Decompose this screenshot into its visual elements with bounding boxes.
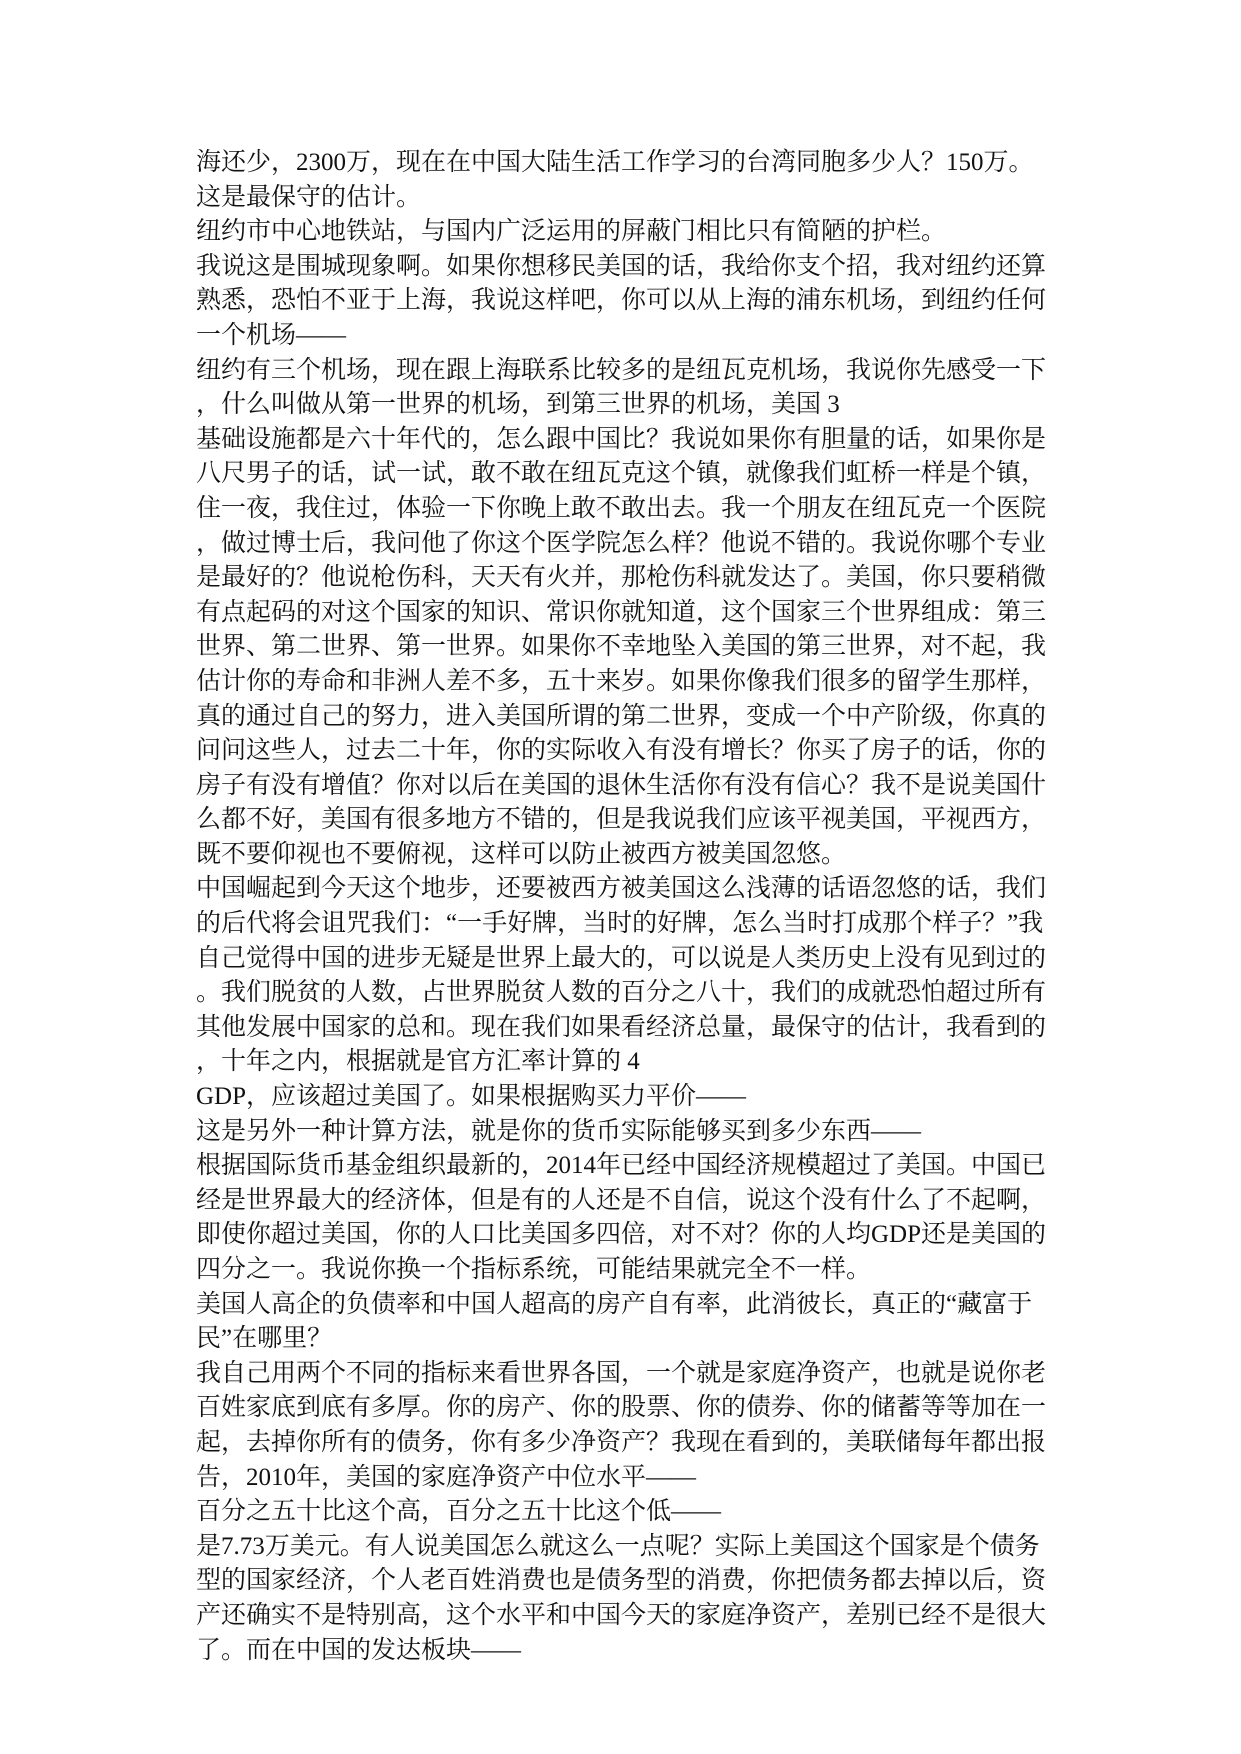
text-line: GDP，应该超过美国了。如果根据购买力平价—— (196, 1083, 747, 1111)
text-line: 有点起码的对这个国家的知识、常识你就知道，这个国家三个世界组成：第三 (196, 598, 1047, 626)
text-line: ，做过博士后，我问他了你这个医学院怎么样？他说不错的。我说你哪个专业 (196, 529, 1047, 557)
text-line: 基础设施都是六十年代的，怎么跟中国比？我说如果你有胆量的话，如果你是 (196, 425, 1047, 453)
text-line: 。我们脱贫的人数，占世界脱贫人数的百分之八十，我们的成就恐怕超过所有 (196, 979, 1047, 1007)
text-line: 住一夜，我住过，体验一下你晚上敢不敢出去。我一个朋友在纽瓦克一个医院 (196, 494, 1047, 522)
text-line: ，什么叫做从第一世界的机场，到第三世界的机场，美国 3 (196, 391, 840, 419)
text-line: 纽约有三个机场，现在跟上海联系比较多的是纽瓦克机场，我说你先感受一下 (196, 356, 1047, 384)
text-line: 四分之一。我说你换一个指标系统，可能结果就完全不一样。 (196, 1256, 872, 1283)
text-line: 我自己用两个不同的指标来看世界各国，一个就是家庭净资产，也就是说你老 (196, 1359, 1047, 1387)
body-text (196, 146, 1076, 1668)
text-line: 熟悉，恐怕不亚于上海，我说这样吧，你可以从上海的浦东机场，到纽约任何 (196, 287, 1047, 315)
text-line: 是7.73万美元。有人说美国怎么就这么一点呢？实际上美国这个国家是个债务 (196, 1532, 1040, 1560)
text-line: 型的国家经济，个人老百姓消费也是债务型的消费，你把债务都去掉以后，资 (196, 1567, 1047, 1595)
text-line: 根据国际货币基金组织最新的，2014年已经中国经济规模超过了美国。中国已 (196, 1152, 1047, 1180)
text-line: 么都不好，美国有很多地方不错的，但是我说我们应该平视美国，平视西方， (196, 806, 1047, 834)
text-line: 的后代将会诅咒我们：“一手好牌，当时的好牌，怎么当时打成那个样子？”我 (196, 910, 1044, 938)
text-line: 经是世界最大的经济体，但是有的人还是不自信，说这个没有什么了不起啊， (196, 1186, 1047, 1214)
text-line: 房子有没有增值？你对以后在美国的退休生活你有没有信心？我不是说美国什 (196, 771, 1047, 799)
text-line: 这是另外一种计算方法，就是你的货币实际能够买到多少东西—— (196, 1117, 922, 1145)
text-line: 既不要仰视也不要俯视，这样可以防止被西方被美国忽悠。 (196, 840, 847, 868)
text-line: 美国人高企的负债率和中国人超高的房产自有率，此消彼长，真正的“藏富于 (196, 1290, 1033, 1318)
text-line: 我说这是围城现象啊。如果你想移民美国的话，我给你支个招，我对纽约还算 (196, 252, 1047, 280)
text-line: 海还少，2300万，现在在中国大陆生活工作学习的台湾同胞多少人？150万。 (196, 149, 1034, 176)
text-line: 这是最保守的估计。 (196, 183, 422, 211)
text-line: 真的通过自己的努力，进入美国所谓的第二世界，变成一个中产阶级，你真的 (196, 702, 1047, 730)
text-line: 产还确实不是特别高，这个水平和中国今天的家庭净资产，差别已经不是很大 (196, 1601, 1047, 1629)
text-line: 世界、第二世界、第一世界。如果你不幸地坠入美国的第三世界，对不起，我 (196, 633, 1047, 661)
text-line: 其他发展中国家的总和。现在我们如果看经济总量，最保守的估计，我看到的 (196, 1013, 1047, 1041)
text-line: 是最好的？他说枪伤科，天天有火并，那枪伤科就发达了。美国，你只要稍微 (196, 564, 1047, 592)
text-line: 估计你的寿命和非洲人差不多，五十来岁。如果你像我们很多的留学生那样， (196, 667, 1047, 695)
text-line: ，十年之内，根据就是官方汇率计算的 4 (196, 1048, 640, 1076)
text-line: 问问这些人，过去二十年，你的实际收入有没有增长？你买了房子的话，你的 (196, 737, 1047, 765)
text-line: 自己觉得中国的进步无疑是世界上最大的，可以说是人类历史上没有见到过的 (196, 944, 1047, 972)
text-line: 百分之五十比这个高，百分之五十比这个低—— (196, 1498, 722, 1526)
text-line: 即使你超过美国，你的人口比美国多四倍，对不对？你的人均GDP还是美国的 (196, 1221, 1047, 1249)
text-line: 起，去掉你所有的债务，你有多少净资产？我现在看到的，美联储每年都出报 (196, 1428, 1047, 1456)
text-line: 百姓家底到底有多厚。你的房产、你的股票、你的债券、你的储蓄等等加在一 (196, 1394, 1047, 1422)
text-line: 告，2010年，美国的家庭净资产中位水平—— (196, 1463, 697, 1491)
text-line: 一个机场—— (196, 321, 347, 349)
text-line: 中国崛起到今天这个地步，还要被西方被美国这么浅薄的话语忽悠的话，我们 (196, 875, 1047, 903)
text-line: 了。而在中国的发达板块—— (196, 1636, 522, 1664)
text-line: 八尺男子的话，试一试，敢不敢在纽瓦克这个镇，就像我们虹桥一样是个镇， (196, 460, 1047, 488)
text-line: 纽约市中心地铁站，与国内广泛运用的屏蔽门相比只有简陋的护栏。 (196, 218, 947, 246)
text-line: 民”在哪里？ (196, 1325, 333, 1353)
